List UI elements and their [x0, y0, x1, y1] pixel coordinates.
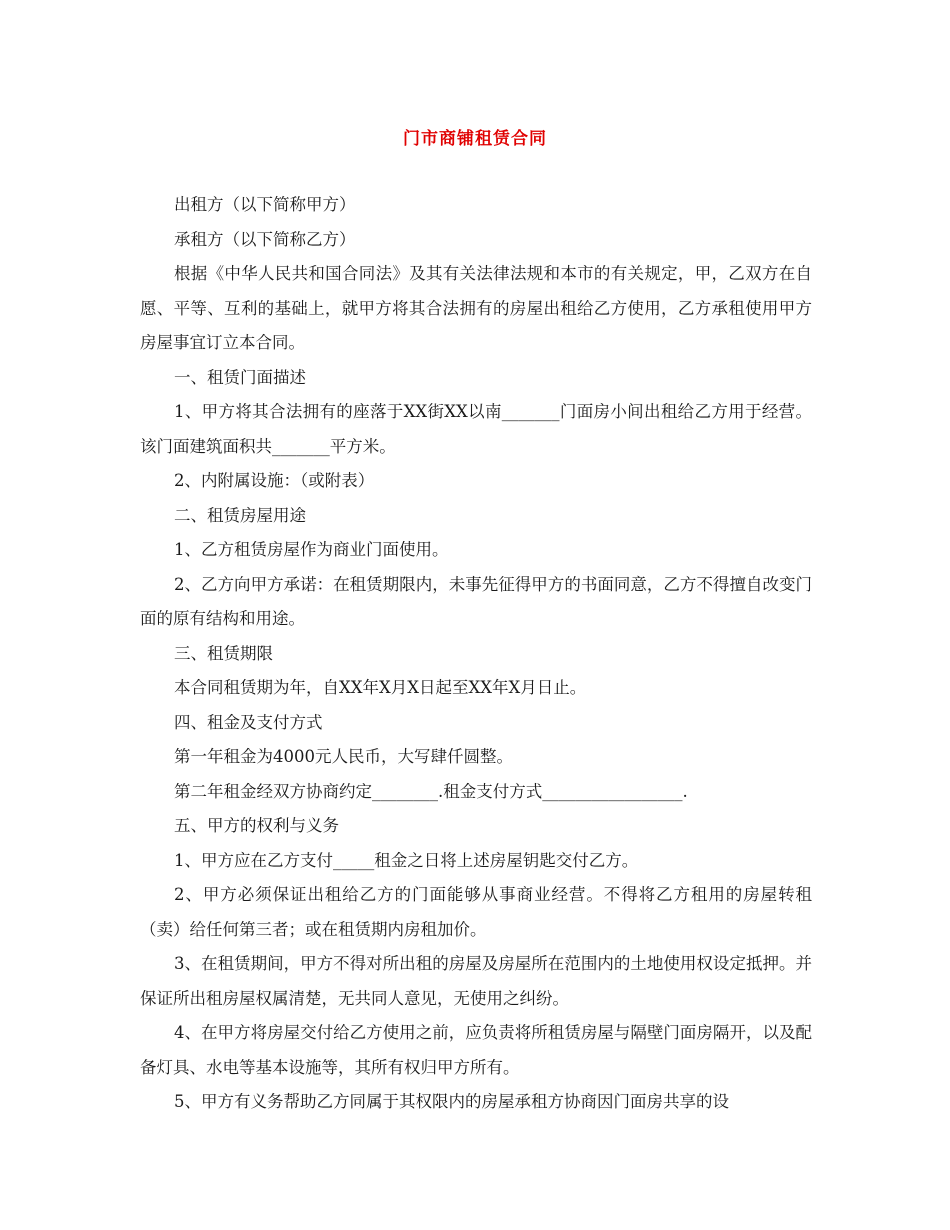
section-heading-4: 四、租金及支付方式: [174, 712, 323, 732]
section-heading-2: 二、租赁房屋用途: [174, 505, 306, 525]
paragraph-5-5: 5、甲方有义务帮助乙方同属于其权限内的房屋承租方协商因门面房共享的设: [174, 1092, 729, 1111]
paragraph-2-1: 1、乙方租赁房屋作为商业门面使用。: [174, 540, 449, 559]
paragraph-5-1: 1、甲方应在乙方支付_____租金之日将上述房屋钥匙交付乙方。: [174, 850, 639, 870]
document-title: 门市商铺租赁合同: [403, 129, 547, 149]
document-body: [140, 188, 812, 1120]
section-heading-5: 五、甲方的权利与义务: [174, 816, 339, 835]
paragraph-2-2: 2、乙方向甲方承诺：在租赁期限内，未事先征得甲方的书面同意，乙方不得擅自改变门面的原有结构和用途。: [140, 574, 812, 628]
paragraph-lessor: 出租方（以下简称甲方）: [174, 195, 356, 214]
paragraph-5-4: 4、在甲方将房屋交付给乙方使用之前，应负责将所租赁房屋与隔壁门面房隔开，以及配备灯具、水电等基本设施等，其所有权归甲方所有。: [140, 1023, 812, 1077]
paragraph-preamble: 根据《中华人民共和国合同法》及其有关法律法规和本市的有关规定，甲，乙双方在自愿、平等、互利的基础上，就甲方将其合法拥有的房屋出租给乙方使用，乙方承租使用甲方房屋事宜订立本合同。: [140, 264, 812, 352]
paragraph-1-1: 1、甲方将其合法拥有的座落于XX街XX以南_______门面房小间出租给乙方用于经营。该门面建筑面积共_______平方米。: [140, 402, 812, 456]
paragraph-lessee: 承租方（以下简称乙方）: [174, 229, 356, 249]
paragraph-4-1: 第一年租金为4000元人民币，大写肆仟圆整。: [174, 747, 513, 766]
paragraph-4-2: 第二年租金经双方协商约定________.租金支付方式_________________.: [174, 781, 688, 801]
paragraph-1-2: 2、内附属设施：（或附表）: [174, 471, 375, 490]
paragraph-5-2: 2、甲方必须保证出租给乙方的门面能够从事商业经营。不得将乙方租用的房屋转租（卖）给任何第三者；或在租赁期内房租加价。: [140, 885, 812, 939]
paragraph-3-1: 本合同租赁期为年，自XX年X月X日起至XX年X月日止。: [174, 678, 587, 697]
section-heading-3: 三、租赁期限: [174, 643, 273, 663]
paragraph-5-3: 3、在租赁期间，甲方不得对所出租的房屋及房屋所在范围内的土地使用权设定抵押。并保证所出租房屋权属清楚，无共同人意见，无使用之纠纷。: [140, 954, 812, 1008]
section-heading-1: 一、租赁门面描述: [174, 367, 306, 387]
